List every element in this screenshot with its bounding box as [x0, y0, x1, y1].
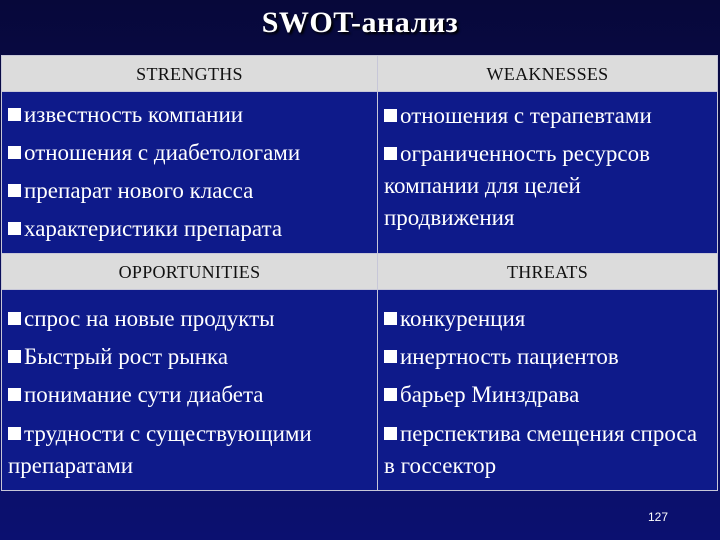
square-bullet-icon — [8, 312, 21, 325]
list-item — [384, 300, 713, 338]
square-bullet-icon — [384, 109, 397, 122]
strengths-header: STRENGTHS — [2, 56, 378, 92]
square-bullet-icon — [8, 427, 21, 440]
square-bullet-icon — [8, 146, 21, 159]
list-item — [8, 172, 373, 210]
page-number: 127 — [648, 510, 669, 524]
item-text: инертность пациентов — [400, 344, 619, 369]
item-text: препарат нового класса — [24, 178, 254, 203]
square-bullet-icon — [8, 388, 21, 401]
list-item — [384, 338, 713, 376]
weaknesses-header: WEAKNESSES — [378, 56, 717, 92]
list-item — [8, 210, 373, 248]
page-title: SWOT-анализ — [261, 6, 459, 39]
list-item — [384, 376, 713, 414]
item-text: спрос на новые продукты — [24, 306, 275, 331]
item-text: характеристики препарата — [24, 216, 283, 241]
item-text: отношения с диабетологами — [24, 140, 301, 165]
item-text: Быстрый рост рынка — [24, 344, 229, 369]
square-bullet-icon — [384, 312, 397, 325]
weaknesses-list — [378, 92, 717, 254]
list-item — [8, 134, 373, 172]
square-bullet-icon — [8, 184, 21, 197]
square-bullet-icon — [384, 147, 397, 160]
list-item — [8, 418, 373, 482]
opportunities-header: OPPORTUNITIES — [2, 254, 378, 290]
item-text: барьер Минздрава — [400, 382, 580, 407]
item-text: конкуренция — [400, 306, 526, 331]
list-item — [8, 96, 373, 134]
square-bullet-icon — [384, 350, 397, 363]
opportunities-list — [2, 290, 378, 490]
list-item — [384, 100, 713, 132]
item-text: перспектива смещения спроса в госсектор — [384, 421, 698, 478]
list-item — [384, 138, 713, 234]
list-item — [384, 418, 713, 482]
item-text: известность компании — [24, 102, 244, 127]
list-item — [8, 376, 373, 414]
square-bullet-icon — [8, 350, 21, 363]
strengths-list — [2, 92, 378, 254]
square-bullet-icon — [384, 427, 397, 440]
square-bullet-icon — [8, 108, 21, 121]
square-bullet-icon — [8, 222, 21, 235]
item-text: ограниченность ресурсов компании для целей продвижения — [384, 141, 650, 230]
item-text: отношения с терапевтами — [400, 103, 652, 128]
item-text: понимание сути диабета — [24, 382, 264, 407]
list-item — [8, 338, 373, 376]
threats-list — [378, 290, 717, 490]
square-bullet-icon — [384, 388, 397, 401]
list-item — [8, 300, 373, 338]
item-text: трудности с существующими препаратами — [8, 421, 312, 478]
threats-header: THREATS — [378, 254, 717, 290]
swot-table — [1, 55, 718, 491]
